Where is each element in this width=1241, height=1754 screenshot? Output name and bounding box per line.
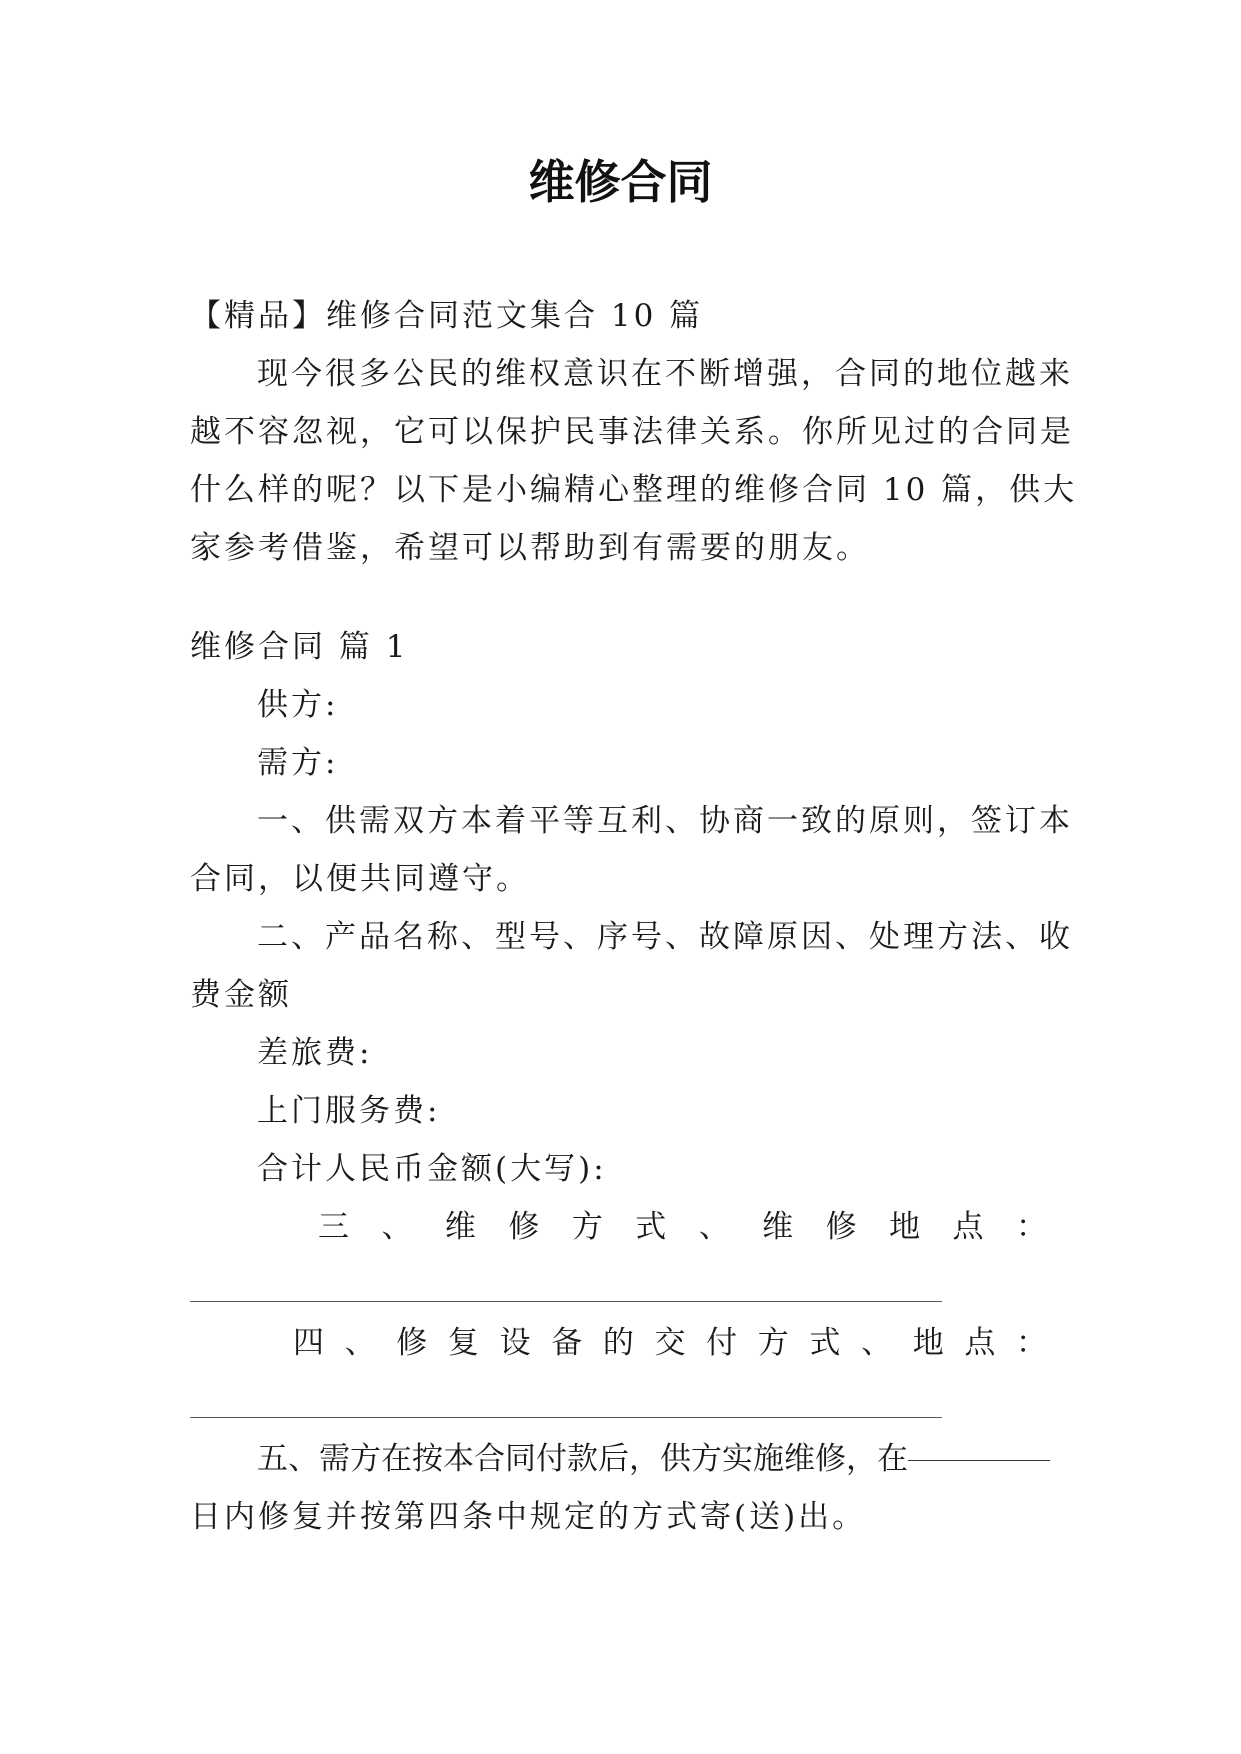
spread-char: 点 — [952, 1209, 987, 1245]
clause-1-line: 一、供需双方本着平等互利、协商一致的原则，签订本 — [257, 803, 1073, 839]
spread-char: 维 — [444, 1209, 479, 1245]
spread-char: 三 — [318, 1209, 352, 1245]
clause-5-line — [190, 1430, 1050, 1488]
spread-char: 设 — [499, 1325, 534, 1361]
spread-char: 、 — [344, 1325, 379, 1361]
intro-line: 家参考借鉴，希望可以帮助到有需要的朋友。 — [190, 530, 870, 566]
intro-line: 现今很多公民的维权意识在不断增强，合同的地位越来 — [257, 356, 1073, 392]
spread-char: 方 — [757, 1325, 792, 1361]
spread-char: 的 — [602, 1325, 637, 1361]
intro-line: 越不容忽视，它可以保护民事法律关系。你所见过的合同是 — [190, 414, 1074, 450]
supplier-label: 供方: — [257, 687, 339, 723]
spread-char: ： — [1015, 1325, 1050, 1361]
spread-char: 、 — [698, 1209, 733, 1245]
spread-char: 地 — [912, 1325, 947, 1361]
spread-char: 修 — [508, 1209, 543, 1245]
spread-char: 方 — [571, 1209, 606, 1245]
travel-fee-label: 差旅费: — [257, 1035, 373, 1071]
document-body — [190, 287, 1078, 1546]
spread-char: 式 — [809, 1325, 844, 1361]
fill-in-blank — [908, 1430, 1050, 1461]
spread-char: 维 — [762, 1209, 797, 1245]
spread-char: 点 — [964, 1325, 999, 1361]
intro-line: 什么样的呢？以下是小编精心整理的维修合同 10 篇，供大 — [190, 472, 1078, 508]
service-fee-label: 上门服务费: — [257, 1093, 441, 1129]
spread-char: ： — [1015, 1209, 1050, 1245]
spread-char: 修 — [825, 1209, 860, 1245]
section-heading: 维修合同 篇 1 — [190, 629, 409, 665]
clause-5-text: 五、需方在按本合同付款后，供方实施维修，在 — [257, 1441, 908, 1477]
spread-char: 交 — [654, 1325, 689, 1361]
spread-char: 复 — [447, 1325, 482, 1361]
spread-char: 四 — [293, 1325, 327, 1361]
buyer-label: 需方: — [257, 745, 339, 781]
fill-in-rule — [190, 1244, 942, 1302]
paragraph-gap — [190, 577, 1050, 618]
clause-2-line: 费金额 — [190, 977, 292, 1013]
clause-1-line: 合同，以便共同遵守。 — [190, 861, 530, 897]
document-subtitle: 【精品】维修合同范文集合 10 篇 — [190, 298, 704, 334]
total-amount-label: 合计人民币金额(大写): — [257, 1151, 607, 1187]
document-title: 维修合同 — [528, 155, 713, 209]
spread-char: 、 — [861, 1325, 896, 1361]
clause-2-line: 二、产品名称、型号、序号、故障原因、处理方法、收 — [257, 919, 1073, 955]
spread-char: 式 — [635, 1209, 670, 1245]
spread-char: 付 — [706, 1325, 741, 1361]
fill-in-rule — [190, 1360, 942, 1418]
spread-char: 、 — [381, 1209, 416, 1245]
clause-5-line-2: 日内修复并按第四条中规定的方式寄(送)出。 — [190, 1499, 867, 1535]
spread-char: 修 — [396, 1325, 431, 1361]
spread-char: 备 — [551, 1325, 586, 1361]
spread-char: 地 — [889, 1209, 924, 1245]
